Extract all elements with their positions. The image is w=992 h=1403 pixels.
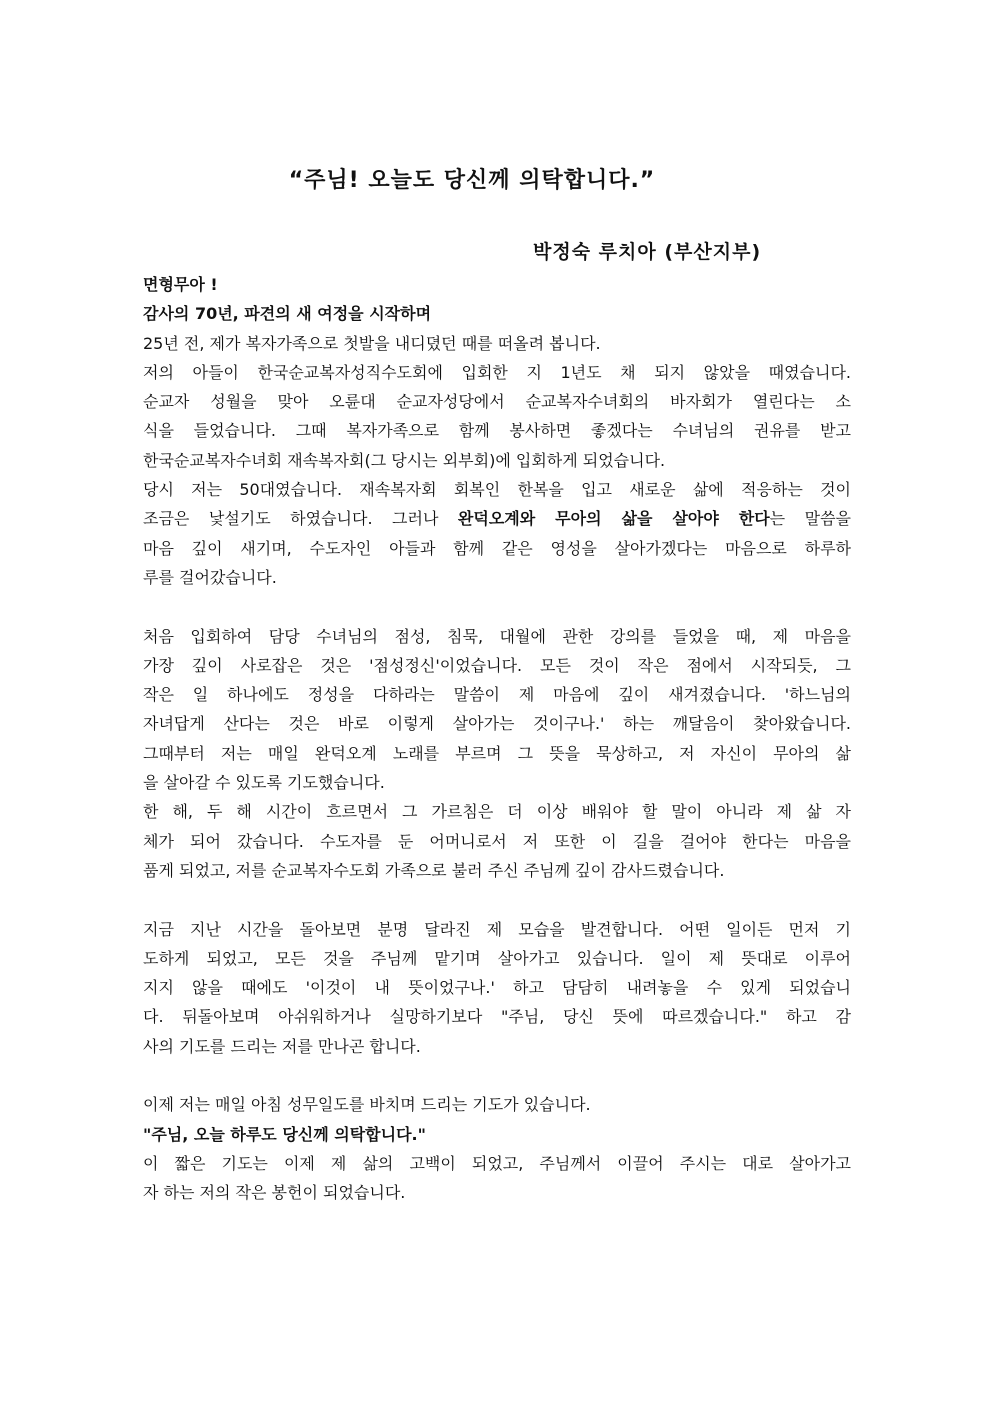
paragraph-3-line-1: 지금 지난 시간을 돌아보면 분명 달라진 제 모습을 발견합니다. 어떤 일이든 먼저 기 — [143, 919, 851, 939]
paragraph-2-line-6: 을 살아갈 수 있도록 기도했습니다. — [143, 773, 385, 793]
paragraph-1-line-7-end: 는 말씀을 — [769, 509, 851, 529]
paragraph-1-line-1: 25년 전, 제가 복자가족으로 첫발을 내디뎠던 때를 떠올려 봅니다. — [143, 333, 601, 353]
paragraph-2-line-3: 작은 일 하나에도 정성을 다하라는 말씀이 제 마음에 깊이 새겨졌습니다. '하느님의 — [143, 685, 851, 705]
paragraph-4-line-3: 이 짧은 기도는 이제 제 삶의 고백이 되었고, 주님께서 이끌어 주시는 대로 살아가고 — [143, 1153, 851, 1173]
heading-myeonhyeong: 면형무아 ! — [143, 275, 218, 294]
paragraph-2-line-7: 한 해, 두 해 시간이 흐르면서 그 가르침은 더 이상 배워야 할 말이 아니라 제 삶 자 — [143, 802, 851, 822]
body-text — [143, 270, 851, 1208]
paragraph-2-line-9: 품게 되었고, 저를 순교복자수도회 가족으로 불러 주신 주님께 깊이 감사드렸습니다. — [143, 860, 725, 880]
paragraph-3-line-4: 다. 뒤돌아보며 아쉬워하거나 실망하기보다 "주님, 당신 뜻에 따르겠습니다." 하고 감 — [143, 1007, 851, 1027]
emphasis-text: 완덕오계와 무아의 삶을 살아야 한다 — [457, 509, 770, 529]
paragraph-1-line-2: 저의 아들이 한국순교복자성직수도회에 입회한 지 1년도 채 되지 않았을 때였습니다. — [143, 362, 851, 382]
author-line: 박정숙 루치아 (부산지부) — [533, 241, 762, 263]
paragraph-4-line-4: 자 하는 저의 작은 봉헌이 되었습니다. — [143, 1183, 406, 1203]
paragraph-1-line-7 — [143, 504, 851, 533]
heading-thanksgiving: 감사의 70년, 파견의 새 여정을 시작하며 — [143, 304, 432, 324]
paragraph-1-line-5: 한국순교복자수녀회 재속복자회(그 당시는 외부회)에 입회하게 되었습니다. — [143, 450, 666, 470]
prayer-quote: "주님, 오늘 하루도 당신께 의탁합니다." — [143, 1124, 426, 1144]
paragraph-4-line-1: 이제 저는 매일 아침 성무일도를 바치며 드리는 기도가 있습니다. — [143, 1095, 591, 1115]
paragraph-3-line-3: 지지 않을 때에도 '이것이 내 뜻이었구나.' 하고 담담히 내려놓을 수 있게 되었습니 — [143, 978, 851, 998]
blank-line — [143, 885, 851, 914]
paragraph-1-line-7-start: 조금은 낯설기도 하였습니다. 그러나 — [143, 509, 458, 529]
paragraph-2-line-8: 체가 되어 갔습니다. 수도자를 둔 어머니로서 저 또한 이 길을 걸어야 한다는 마음을 — [143, 831, 851, 851]
paragraph-2-line-2: 가장 깊이 사로잡은 것은 '점성정신'이었습니다. 모든 것이 작은 점에서 시작되듯, 그 — [143, 655, 851, 675]
paragraph-1-line-6: 당시 저는 50대였습니다. 재속복자회 회복인 한복을 입고 새로운 삶에 적응하는 것이 — [143, 480, 851, 500]
paragraph-3-line-2: 도하게 되었고, 모든 것을 주님께 맡기며 살아가고 있습니다. 일이 제 뜻대로 이루어 — [143, 948, 851, 968]
paragraph-2-line-5: 그때부터 저는 매일 완덕오계 노래를 부르며 그 뜻을 묵상하고, 저 자신이 무아의 삶 — [143, 743, 851, 763]
paragraph-1-line-9: 루를 걸어갔습니다. — [143, 567, 277, 587]
paragraph-1-line-8: 마음 깊이 새기며, 수도자인 아들과 함께 같은 영성을 살아가겠다는 마음으로 하루하 — [143, 538, 851, 558]
paragraph-2-line-1: 처음 입회하여 담당 수녀님의 점성, 침묵, 대월에 관한 강의를 들었을 때, 제 마음을 — [143, 626, 851, 646]
paragraph-1-line-4: 식을 들었습니다. 그때 복자가족으로 함께 봉사하면 좋겠다는 수녀님의 권유를 받고 — [143, 421, 851, 441]
blank-line — [143, 1061, 851, 1090]
document-title: “주님! 오늘도 당신께 의탁합니다.” — [288, 168, 656, 193]
paragraph-1-line-3: 순교자 성월을 맞아 오륜대 순교자성당에서 순교복자수녀회의 바자회가 열린다는 소 — [143, 392, 851, 412]
blank-line — [143, 592, 851, 621]
paragraph-2-line-4: 자녀답게 산다는 것은 바로 이렇게 살아가는 것이구나.' 하는 깨달음이 찾아왔습니다. — [143, 714, 851, 734]
paragraph-3-line-5: 사의 기도를 드리는 저를 만나곤 합니다. — [143, 1036, 421, 1056]
